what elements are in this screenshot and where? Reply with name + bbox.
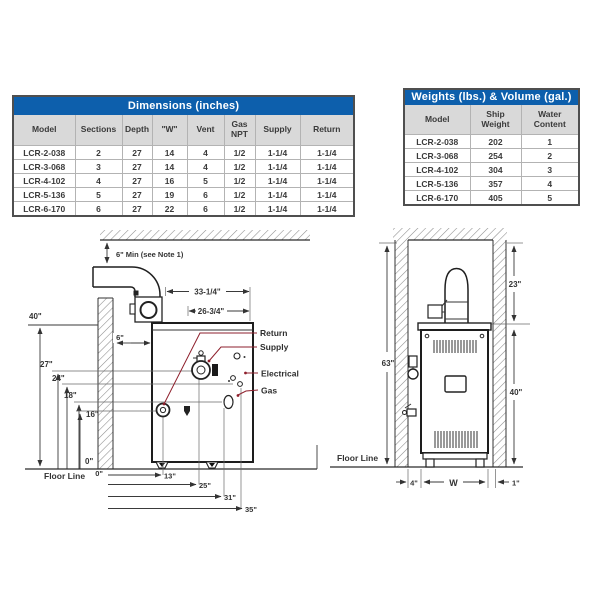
cell-vent: 4 — [187, 146, 224, 160]
cell-depth: 27 — [122, 146, 152, 160]
cell-w: 16 — [152, 174, 187, 188]
ceiling-clearance-dimension — [107, 243, 184, 263]
cell-sections: 2 — [75, 146, 122, 160]
cell-model: LCR-4-102 — [13, 174, 75, 188]
col-header-model: Model — [13, 115, 75, 146]
table-row — [404, 135, 579, 149]
boiler-front-view — [418, 269, 491, 468]
width-dimensions — [396, 469, 520, 488]
table-row — [404, 177, 579, 191]
height-63-label: 63" — [381, 359, 395, 368]
table-row — [404, 191, 579, 206]
dimensions-table — [12, 95, 355, 217]
cell-ship-weight: 202 — [470, 135, 521, 149]
cell-w: 14 — [152, 146, 187, 160]
col-header-gas-npt: Gas NPT — [224, 115, 255, 146]
cell-water-content: 1 — [521, 135, 579, 149]
cell-gas: 1/2 — [224, 160, 255, 174]
ceiling-clearance-label: 6" Min (see Note 1) — [116, 250, 184, 259]
cell-ship-weight: 254 — [470, 149, 521, 163]
cell-model: LCR-2-038 — [404, 135, 470, 149]
offset-35-label: 35" — [245, 505, 257, 514]
floor-line-label: Floor Line — [337, 453, 379, 463]
col-header-ship-weight: Ship Weight — [470, 105, 521, 135]
cell-gas: 1/2 — [224, 146, 255, 160]
height-40-label: 40" — [509, 388, 523, 397]
cell-ship-weight: 304 — [470, 163, 521, 177]
cell-gas: 1/2 — [224, 202, 255, 217]
cell-w: 22 — [152, 202, 187, 217]
height-24-label: 24" — [52, 374, 65, 383]
cell-sections: 6 — [75, 202, 122, 217]
height-18-label: 18" — [64, 391, 77, 400]
draft-hood — [130, 297, 162, 322]
side-view-diagram — [10, 225, 330, 520]
cell-vent: 6 — [187, 188, 224, 202]
boiler-side-view — [152, 323, 253, 462]
jacket-depth-label: 26-3/4" — [197, 307, 225, 316]
cell-model: LCR-3-068 — [404, 149, 470, 163]
cell-model: LCR-6-170 — [13, 202, 75, 217]
height-40-label: 40" — [29, 312, 42, 321]
height-16-label: 16" — [86, 410, 99, 419]
jacket-height-dimension — [510, 330, 523, 464]
height-0-label: 0" — [85, 457, 94, 466]
weights-table-title: Weights (lbs.) & Volume (gal.) — [404, 89, 579, 105]
cell-model: LCR-5-136 — [13, 188, 75, 202]
cell-vent: 6 — [187, 202, 224, 217]
offset-13-label: 13" — [164, 471, 176, 481]
gap-left-label: 4" — [410, 478, 418, 488]
cell-gas: 1/2 — [224, 188, 255, 202]
height-23-label: 23" — [508, 280, 522, 289]
wall-clearance-label: 6" — [116, 333, 124, 342]
weights-table — [403, 88, 580, 206]
gas-fitting — [224, 396, 233, 409]
electrical-label: Electrical — [261, 368, 299, 379]
height-27-label: 27" — [40, 360, 53, 369]
table-row — [13, 160, 354, 174]
cell-water-content: 3 — [521, 163, 579, 177]
cell-w: 14 — [152, 160, 187, 174]
cell-ship-weight: 357 — [470, 177, 521, 191]
cell-vent: 4 — [187, 160, 224, 174]
total-height-dimension — [379, 243, 397, 464]
cell-model: LCR-3-068 — [13, 160, 75, 174]
cell-gas: 1/2 — [224, 174, 255, 188]
floor-line-label: Floor Line — [44, 471, 86, 481]
cell-vent: 5 — [187, 174, 224, 188]
width-w-label: W — [449, 478, 458, 488]
ceiling-hatch — [100, 230, 310, 240]
cell-return: 1-1/4 — [300, 160, 354, 174]
gas-label: Gas — [261, 385, 278, 396]
wall-clearance-dimension — [113, 333, 150, 343]
lower-louvers — [435, 431, 477, 448]
cell-supply: 1-1/4 — [255, 160, 300, 174]
col-header-water-content: Water Content — [521, 105, 579, 135]
cell-depth: 27 — [122, 160, 152, 174]
col-header-model: Model — [404, 105, 470, 135]
table-row — [13, 188, 354, 202]
return-label: Return — [260, 328, 288, 338]
col-header-return: Return — [300, 115, 354, 146]
col-header-w: "W" — [152, 115, 187, 146]
table-row — [13, 174, 354, 188]
upper-louvers — [434, 340, 476, 353]
cell-return: 1-1/4 — [300, 174, 354, 188]
cell-model: LCR-2-038 — [13, 146, 75, 160]
cell-supply: 1-1/4 — [255, 188, 300, 202]
cell-sections: 5 — [75, 188, 122, 202]
table-row — [13, 146, 354, 160]
cell-depth: 27 — [122, 202, 152, 217]
table-row — [13, 202, 354, 217]
cell-return: 1-1/4 — [300, 146, 354, 160]
overall-depth-label: 33-1/4" — [194, 287, 221, 297]
table-row — [404, 163, 579, 177]
return-fitting — [157, 404, 170, 417]
offset-0-label: 0" — [95, 469, 103, 478]
cell-model: LCR-5-136 — [404, 177, 470, 191]
cell-depth: 27 — [122, 188, 152, 202]
col-header-sections: Sections — [75, 115, 122, 146]
cell-sections: 4 — [75, 174, 122, 188]
sight-window — [445, 376, 466, 392]
cell-depth: 27 — [122, 174, 152, 188]
cell-return: 1-1/4 — [300, 188, 354, 202]
gap-right-label: 1" — [512, 478, 520, 488]
cell-return: 1-1/4 — [300, 202, 354, 217]
offset-25-label: 25" — [199, 481, 211, 490]
cell-water-content: 5 — [521, 191, 579, 206]
dimensions-table-title: Dimensions (inches) — [13, 96, 354, 115]
cell-supply: 1-1/4 — [255, 202, 300, 217]
cell-w: 19 — [152, 188, 187, 202]
cell-supply: 1-1/4 — [255, 174, 300, 188]
cell-water-content: 4 — [521, 177, 579, 191]
cell-supply: 1-1/4 — [255, 146, 300, 160]
col-header-vent: Vent — [187, 115, 224, 146]
col-header-supply: Supply — [255, 115, 300, 146]
front-view-diagram — [330, 225, 600, 520]
col-header-depth: Depth — [122, 115, 152, 146]
cell-model: LCR-6-170 — [404, 191, 470, 206]
table-row — [404, 149, 579, 163]
supply-label: Supply — [260, 342, 289, 352]
cell-ship-weight: 405 — [470, 191, 521, 206]
cell-water-content: 2 — [521, 149, 579, 163]
cell-model: LCR-4-102 — [404, 163, 470, 177]
cell-sections: 3 — [75, 160, 122, 174]
jacket-depth-dimension — [188, 306, 249, 316]
wall-section — [98, 298, 113, 469]
offset-31-label: 31" — [224, 493, 236, 502]
